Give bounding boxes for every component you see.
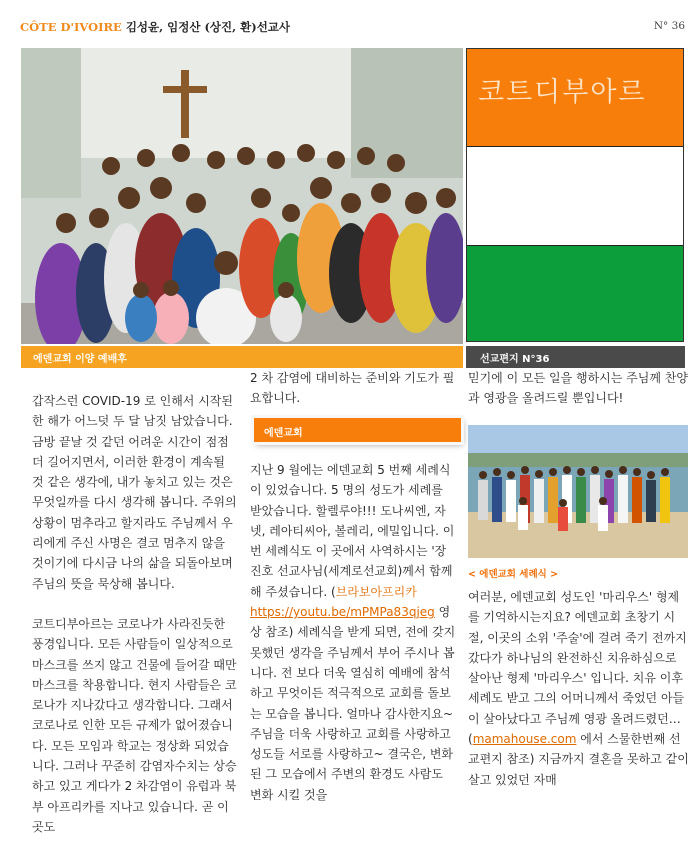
header-country: CÔTE D'IVOIRE <box>20 20 122 34</box>
paragraph: 갑작스런 COVID-19 로 인해서 시작된 한 해가 어느덧 두 달 남짓 남았습니다. 금방 끝날 것 같던 어려운 시간이 점점 더 길어지면서, 이러한 환경이 계속될 것 같은 생각에, 내가 놓치고 있는 것은 무엇일까를 다시 생각해 봅니다. 주위의 상황이 멈추라고 할지라도 주님께서 우리에게 주신 사명은 결코 멈추지 않을 것이기에 다시금 나의 삶을 되돌아보며 주님의 뜻을 묵상해 봅니다. <box>32 394 237 591</box>
paragraph <box>250 460 456 805</box>
issue-number: N° 36 <box>653 20 685 32</box>
section-heading: 에덴교회 <box>264 428 303 439</box>
paragraph: 코트디부아르는 코로나가 사라진듯한 풍경입니다. 모든 사람들이 일상적으로 마스크를 쓰지 않고 건물에 들어갈 때만 마스크를 착용합니다. 현지 사람들은 코로나가 지나갔다고 생각합니다. 그래서 코로나로 인한 모든 규제가 없어졌습니다. 모든 모임과 학교는 정상화 되었습니다. 그러나 꾸준히 감염자수치는 상승하고 있고 게다가 2 차감염이 유럽과 북부 아프리카를 지나고 있습니다. 곧 이곳도 <box>32 616 237 834</box>
church-group-photo <box>21 48 463 344</box>
flag-title: 코트디부아르 <box>478 77 647 108</box>
text-run: 에서 스물한번째 선교편지 참조) 지금까지 결혼을 못하고 같이 살고 있었던 자매 <box>468 732 689 787</box>
baptism-photo-caption: < 에덴교회 세례식 > <box>468 569 559 580</box>
header-missionaries: 김성윤, 임정산 (상진, 환)선교사 <box>125 20 291 34</box>
flag-white-band <box>467 146 683 246</box>
video-link[interactable]: 브라보아프리카 <box>335 584 417 599</box>
text-run: 지난 9 월에는 에덴교회 5 번째 세례식이 있었습니다. 5 명의 성도가 세례를 받았습니다. 할렐루야!!! 도나씨엔, 자넷, 레아티씨아, 볼레리, 에밀입니다. 이 번 세례식도 이 곳에서 사역하시는 '장진호 선교사님(세계로선교회)께서 함께 해 주셨습니다. ( <box>250 463 455 599</box>
paragraph: 2 차 감염에 대비하는 준비와 기도가 필요합니다. <box>250 371 455 406</box>
text-run: 영상 참조) 세례식을 받게 되면, 전에 갖지 못했던 생각을 주님께서 부어 주시나 봅니다. 전 보다 더욱 열심히 예배에 참석하고 무엇이든 적극적으로 교회를 돌보는 모습을 봅니다. 얼마나 감사한지요~ 주님을 더욱 사랑하고 교회를 사랑하고 성도들 서로를 사랑하고~ 결국은, 변화된 그 모습에서 주변의 환경도 사람도 변화 시킬 것을 <box>250 605 456 802</box>
video-url-link[interactable]: https://youtu.be/mPMPa83qjeg <box>250 605 435 620</box>
text-run: 여러분, 에덴교회 성도인 '마리우스' 형제를 기억하시는지요? 에덴교회 초창기 시절, 이곳의 소위 '주술'에 걸려 죽기 전까지 갔다가 하나님의 완전하신 치유하심으로 살아난 형제 '마리우스' 입니다. 치유 이후 세례도 받고 그의 어머니께서 죽었던 아들이 살아났다고 주님께 영광 올려드렸던…( <box>468 590 687 747</box>
flag-green-band <box>467 246 683 341</box>
column-3-intro <box>468 368 690 409</box>
page-header <box>20 19 290 35</box>
letter-number-bar <box>466 346 685 368</box>
baptism-beach-photo <box>468 425 688 558</box>
paragraph: 믿기에 이 모든 일을 행하시는 주님께 찬양과 영광을 올려드릴 뿐입니다! <box>468 371 688 406</box>
column-2-body <box>250 460 456 805</box>
mamahouse-link[interactable]: mamahouse.com <box>472 732 577 747</box>
section-heading-box <box>254 418 461 442</box>
column-2-intro <box>250 368 456 409</box>
letter-number-label: 선교편지 N°36 <box>480 354 550 365</box>
photo-caption: 에덴교회 이양 예배후 <box>33 354 127 365</box>
photo-caption-bar <box>21 346 463 368</box>
paragraph <box>468 587 690 790</box>
column-3-body <box>468 587 690 790</box>
column-1 <box>32 391 240 837</box>
